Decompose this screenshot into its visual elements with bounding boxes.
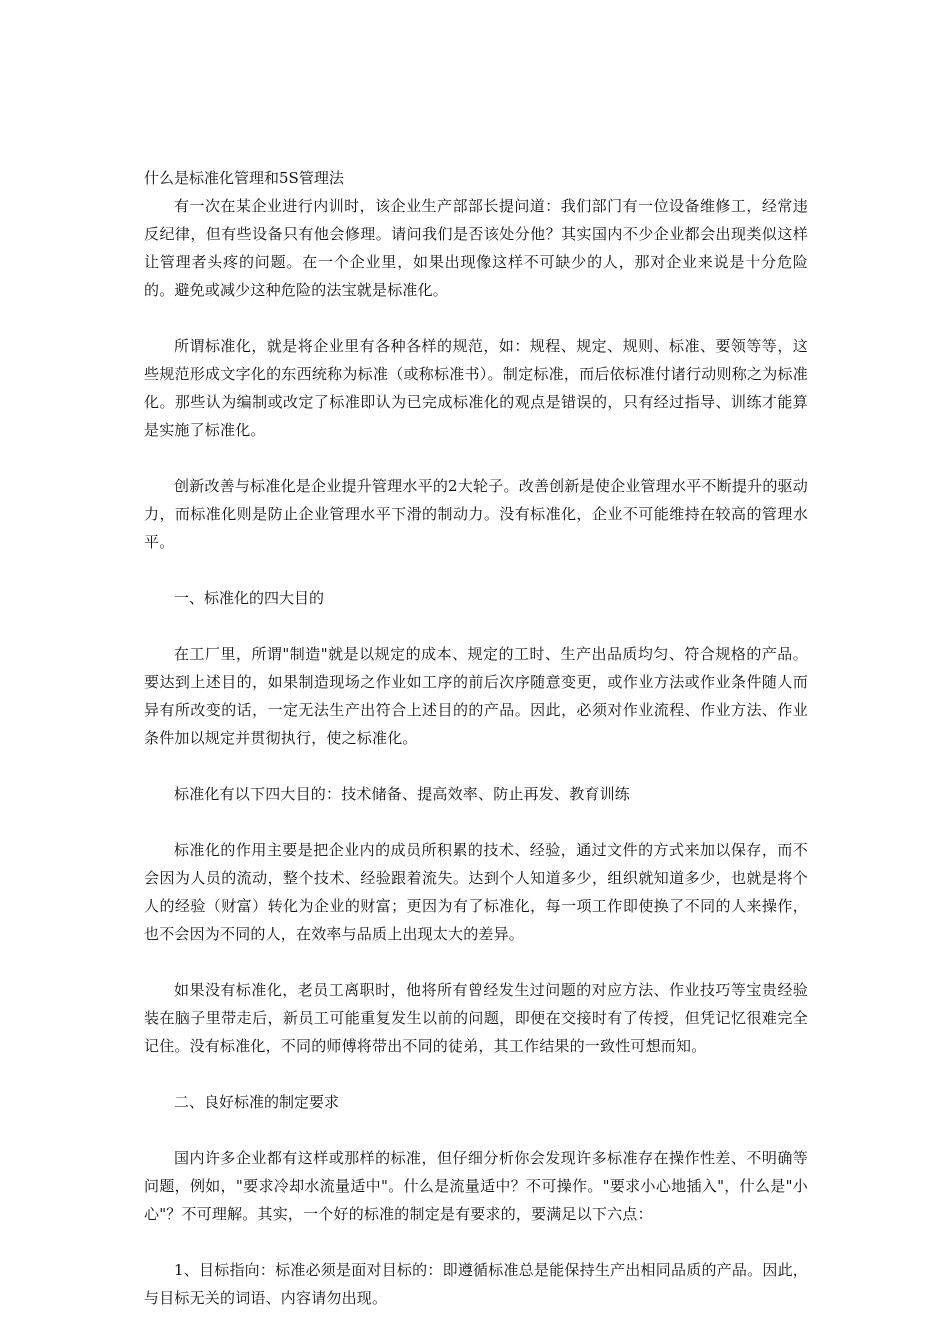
paragraph-section2-2: 1、目标指向：标准必须是面对目标的：即遵循标准总是能保持生产出相同品质的产品。因此，与目标无关的词语、内容请勿出现。 (144, 1261, 808, 1307)
paragraph-intro-2: 所谓标准化，就是将企业里有各种各样的规范，如：规程、规定、规则、标准、要领等等，这些规范形成文字化的东西统称为标准（或称标准书）。制定标准，而后依标准付诸行动则称之为标准化。那些认为编制或改定了标准即认为已完成标准化的观点是错误的，只有经过指导、训练才能算是实施了标准化。 (144, 337, 808, 439)
paragraph-section1-3: 标准化的作用主要是把企业内的成员所积累的技术、经验，通过文件的方式来加以保存，而不会因为人员的流动，整个技术、经验跟着流失。达到个人知道多少，组织就知道多少，也就是将个人的经验（财富）转化为企业的财富；更因为有了标准化，每一项工作即使换了不同的人来操作，也不会因为不同的人，在效率与品质上出现太大的差异。 (144, 841, 808, 943)
document-page (144, 164, 808, 1340)
section-heading-2: 二、良好标准的制定要求 (174, 1093, 340, 1111)
paragraph-intro-3: 创新改善与标准化是企业提升管理水平的2大轮子。改善创新是使企业管理水平不断提升的驱动力，而标准化则是防止企业管理水平下滑的制动力。没有标准化，企业不可能维持在较高的管理水平。 (144, 477, 808, 551)
paragraph-section1-2: 标准化有以下四大目的：技术储备、提高效率、防止再发、教育训练 (174, 785, 631, 803)
document-title: 什么是标准化管理和5S管理法 (144, 169, 344, 187)
paragraph-section1-4: 如果没有标准化，老员工离职时，他将所有曾经发生过问题的对应方法、作业技巧等宝贵经验装在脑子里带走后，新员工可能重复发生以前的问题，即便在交接时有了传授，但凭记忆很难完全记住。没有标准化，不同的师傅将带出不同的徒弟，其工作结果的一致性可想而知。 (144, 981, 808, 1055)
paragraph-section2-1: 国内许多企业都有这样或那样的标准，但仔细分析你会发现许多标准存在操作性差、不明确等问题，例如，"要求冷却水流量适中"。什么是流量适中？不可操作。"要求小心地插入"，什么是"小心"？不可理解。其实，一个好的标准的制定是有要求的，要满足以下六点： (144, 1149, 808, 1223)
section-heading-1: 一、标准化的四大目的 (174, 589, 325, 607)
paragraph-section1-1: 在工厂里，所谓"制造"就是以规定的成本、规定的工时、生产出品质均匀、符合规格的产品。要达到上述目的，如果制造现场之作业如工序的前后次序随意变更，或作业方法或作业条件随人而异有所改变的话，一定无法生产出符合上述目的的产品。因此，必须对作业流程、作业方法、作业条件加以规定并贯彻执行，使之标准化。 (144, 645, 808, 747)
paragraph-intro-1: 有一次在某企业进行内训时，该企业生产部部长提问道：我们部门有一位设备维修工，经常违反纪律，但有些设备只有他会修理。请问我们是否该处分他？其实国内不少企业都会出现类似这样让管理者头疼的问题。在一个企业里，如果出现像这样不可缺少的人，那对企业来说是十分危险的。避免或减少这种危险的法宝就是标准化。 (144, 197, 808, 299)
